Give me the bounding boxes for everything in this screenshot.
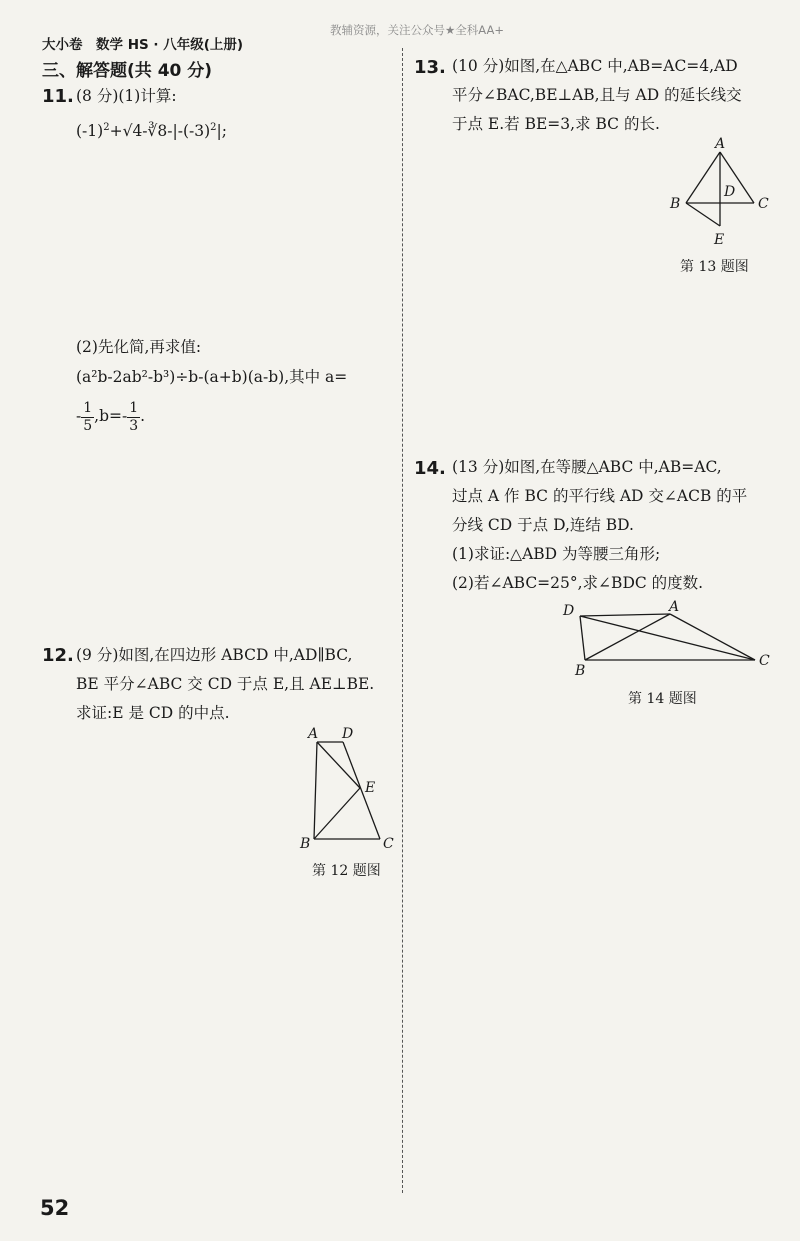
label-e: E: [714, 232, 725, 248]
label-c: C: [383, 836, 394, 852]
question-14-line-4: (1)求证:△ABD 为等腰三角形;: [452, 545, 661, 563]
segment-db: [580, 616, 585, 660]
question-11-values: - $\frac{1}{5}$ ,b=- $\frac{1}{3}$ .: [76, 399, 146, 434]
question-13-line-1: (10 分)如图,在△ABC 中,AB=AC=4,AD: [452, 57, 738, 75]
book-header: 大小卷 数学 HS · 八年级(上册): [42, 37, 244, 53]
question-11-expression-2: (a²b-2ab²-b³)÷b-(a+b)(a-b),其中 a=: [76, 368, 348, 386]
question-11-number: 11.: [42, 86, 74, 107]
segment-da: [580, 614, 670, 616]
segment-be: [686, 203, 720, 226]
segment-ac: [670, 614, 755, 660]
label-d: D: [724, 184, 736, 200]
label-d: D: [563, 603, 575, 619]
question-14-number: 14.: [414, 458, 446, 479]
question-14-line-1: (13 分)如图,在等腰△ABC 中,AB=AC,: [452, 458, 722, 476]
question-11-part-2: (2)先化简,再求值:: [76, 338, 202, 356]
label-a: A: [308, 726, 319, 742]
question-14-line-2: 过点 A 作 BC 的平行线 AD 交∠ACB 的平: [452, 487, 748, 505]
figure-12: [290, 722, 400, 857]
column-divider: [402, 48, 403, 1193]
figure-14: [555, 598, 785, 680]
question-12-number: 12.: [42, 645, 74, 666]
question-12-line-1: (9 分)如图,在四边形 ABCD 中,AD∥BC,: [76, 646, 353, 664]
question-12-line-3: 求证:E 是 CD 的中点.: [76, 704, 230, 722]
question-13-number: 13.: [414, 57, 446, 78]
question-11-expression-1: $(-1)^2+√4-∛8-|-(-3)^2|$;: [76, 122, 227, 141]
page-number: 52: [40, 1196, 70, 1220]
segment-dc: [580, 616, 755, 660]
segment-be: [314, 788, 360, 839]
question-13-line-3: 于点 E.若 BE=3,求 BC 的长.: [452, 115, 660, 133]
segment-ab: [686, 152, 720, 203]
segment-ae: [317, 742, 360, 788]
label-c: C: [758, 196, 769, 212]
question-11-intro: (8 分)(1)计算:: [76, 87, 177, 105]
label-c: C: [759, 653, 770, 669]
segment-ba: [314, 742, 317, 839]
figure-14-caption: 第 14 题图: [628, 691, 697, 707]
label-b: B: [575, 663, 586, 679]
figure-13: [660, 130, 780, 250]
question-14-line-3: 分线 CD 于点 D,连结 BD.: [452, 516, 634, 534]
watermark-text: 教辅资源，关注公众号★全科AA+: [330, 23, 504, 37]
question-12-line-2: BE 平分∠ABC 交 CD 于点 E,且 AE⊥BE.: [76, 675, 375, 693]
label-b: B: [300, 836, 311, 852]
label-e: E: [365, 780, 376, 796]
label-d: D: [342, 726, 354, 742]
label-a: A: [715, 136, 726, 152]
section-title: 三、解答题(共 40 分): [42, 61, 213, 81]
question-13-line-2: 平分∠BAC,BE⊥AB,且与 AD 的延长线交: [452, 86, 742, 104]
figure-13-caption: 第 13 题图: [680, 259, 749, 275]
figure-12-caption: 第 12 题图: [312, 863, 381, 879]
label-a: A: [669, 599, 680, 615]
question-14-line-5: (2)若∠ABC=25°,求∠BDC 的度数.: [452, 574, 704, 592]
label-b: B: [670, 196, 681, 212]
